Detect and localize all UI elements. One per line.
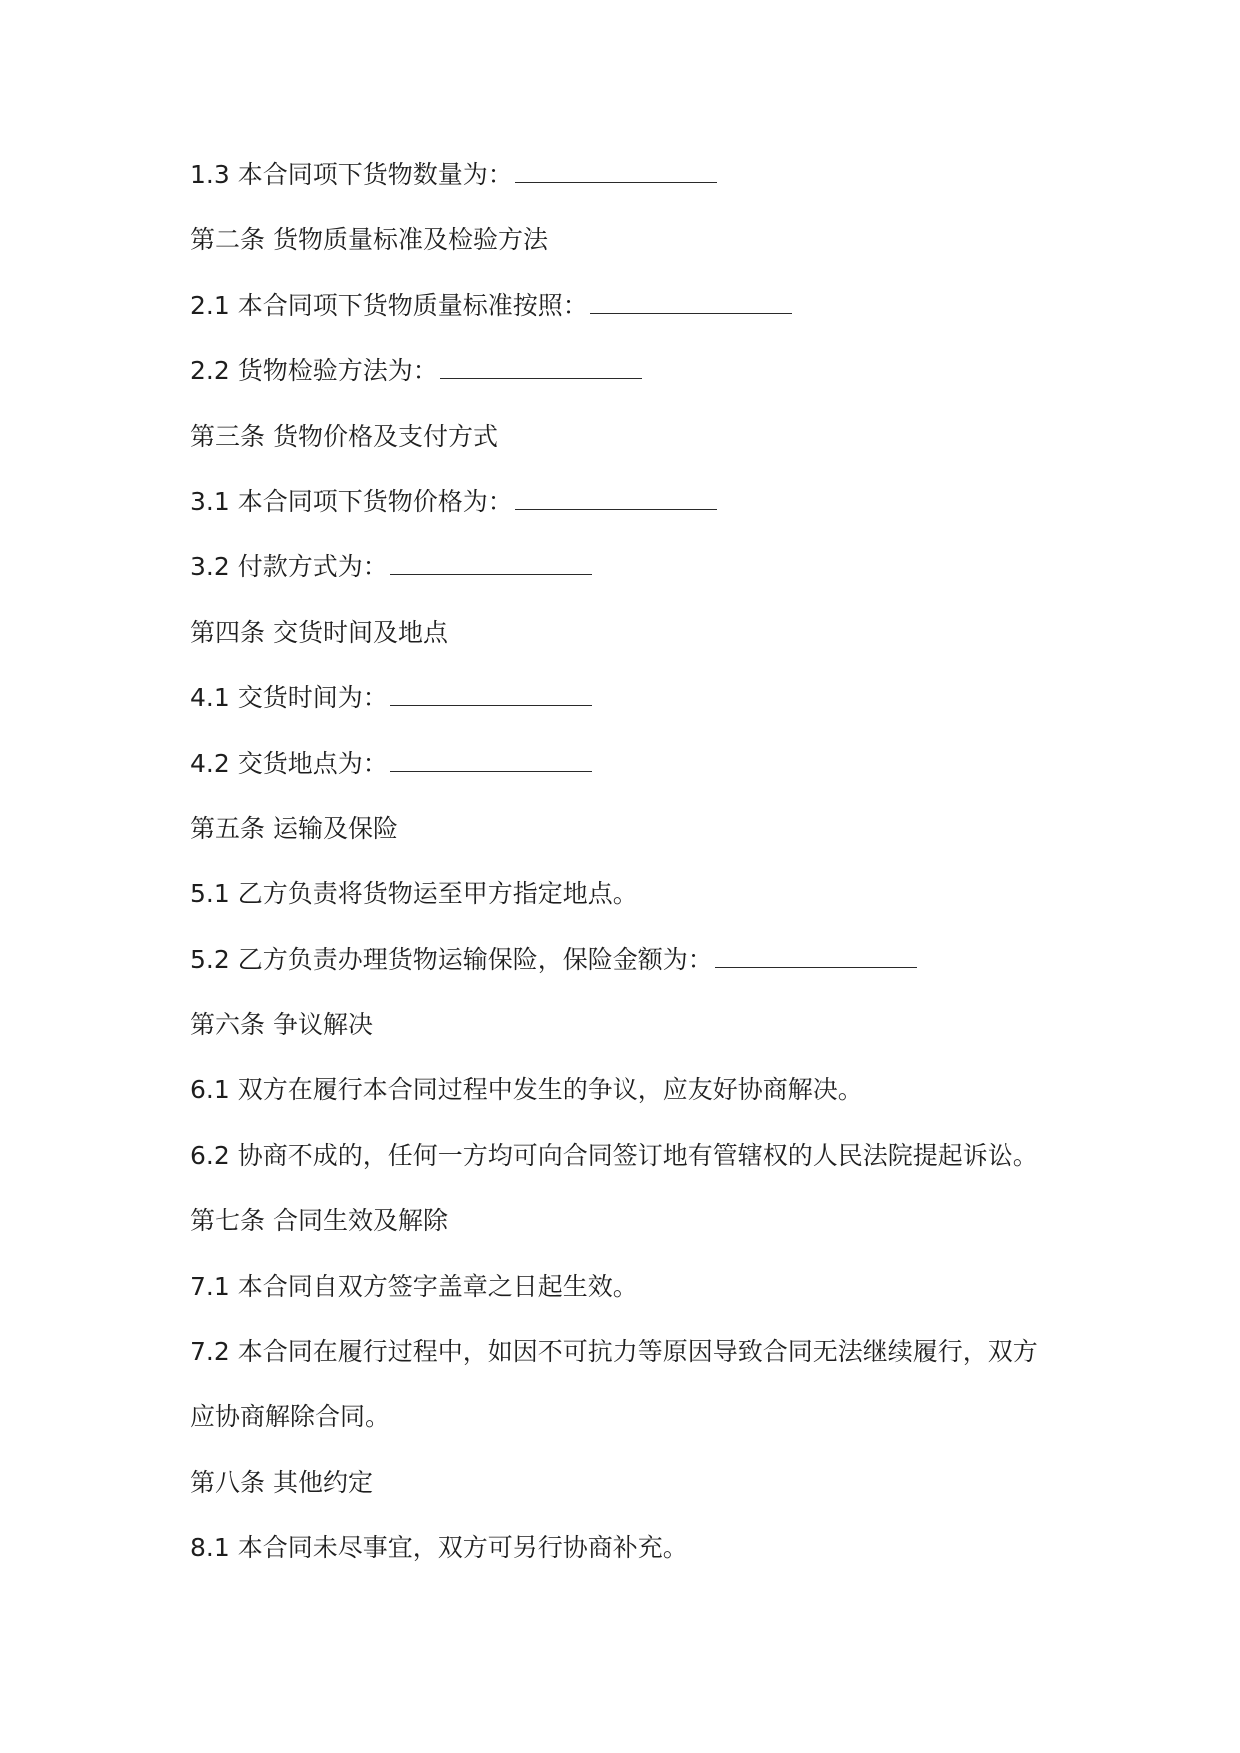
- line-text: 3.2 付款方式为：: [190, 552, 388, 582]
- clause-5-1: [190, 874, 1070, 939]
- fill-in-blank: [390, 683, 592, 706]
- clause-6-1: [190, 1070, 1070, 1135]
- line-text: 第四条 交货时间及地点: [190, 617, 448, 647]
- line-text: 4.2 交货地点为：: [190, 748, 388, 778]
- article-3-heading: [190, 417, 1070, 482]
- article-7-heading: [190, 1201, 1070, 1266]
- line-text: 应协商解除合同。: [190, 1402, 391, 1432]
- clause-1-3: [190, 155, 1070, 220]
- line-text: 第二条 货物质量标准及检验方法: [190, 225, 548, 255]
- clause-3-1: [190, 482, 1070, 547]
- line-text: 2.1 本合同项下货物质量标准按照：: [190, 290, 588, 320]
- line-text: 第六条 争议解决: [190, 1010, 373, 1040]
- article-6-heading: [190, 1005, 1070, 1070]
- line-text: 第七条 合同生效及解除: [190, 1206, 448, 1236]
- article-8-heading: [190, 1463, 1070, 1528]
- clause-8-1: [190, 1528, 1070, 1593]
- fill-in-blank: [440, 356, 642, 379]
- line-text: 第三条 货物价格及支付方式: [190, 421, 498, 451]
- clause-5-2: [190, 940, 1070, 1005]
- article-2-heading: [190, 220, 1070, 285]
- line-text: 3.1 本合同项下货物价格为：: [190, 486, 513, 516]
- fill-in-blank: [715, 945, 917, 968]
- clause-6-2: [190, 1136, 1070, 1201]
- line-text: 5.1 乙方负责将货物运至甲方指定地点。: [190, 879, 638, 909]
- article-4-heading: [190, 613, 1070, 678]
- clause-3-2: [190, 547, 1070, 612]
- fill-in-blank: [390, 552, 592, 575]
- line-text: 7.2 本合同在履行过程中，如因不可抗力等原因导致合同无法继续履行，双方: [190, 1337, 1038, 1367]
- contract-body: [190, 155, 1070, 1594]
- fill-in-blank: [590, 291, 792, 314]
- fill-in-blank: [515, 160, 717, 183]
- line-text: 1.3 本合同项下货物数量为：: [190, 160, 513, 189]
- fill-in-blank: [515, 487, 717, 510]
- clause-7-2: [190, 1332, 1070, 1397]
- fill-in-blank: [390, 749, 592, 772]
- line-text: 第八条 其他约定: [190, 1467, 373, 1497]
- line-text: 7.1 本合同自双方签字盖章之日起生效。: [190, 1271, 638, 1301]
- line-text: 4.1 交货时间为：: [190, 683, 388, 713]
- clause-7-2-continued: [190, 1397, 1070, 1462]
- line-text: 8.1 本合同未尽事宜，双方可另行协商补充。: [190, 1533, 688, 1563]
- clause-2-2: [190, 351, 1070, 416]
- article-5-heading: [190, 809, 1070, 874]
- clause-2-1: [190, 286, 1070, 351]
- line-text: 2.2 货物检验方法为：: [190, 356, 438, 386]
- line-text: 6.2 协商不成的，任何一方均可向合同签订地有管辖权的人民法院提起诉讼。: [190, 1140, 1038, 1170]
- clause-4-2: [190, 744, 1070, 809]
- clause-4-1: [190, 678, 1070, 743]
- line-text: 6.1 双方在履行本合同过程中发生的争议，应友好协商解决。: [190, 1075, 863, 1105]
- line-text: 5.2 乙方负责办理货物运输保险，保险金额为：: [190, 944, 713, 974]
- line-text: 第五条 运输及保险: [190, 813, 398, 843]
- clause-7-1: [190, 1267, 1070, 1332]
